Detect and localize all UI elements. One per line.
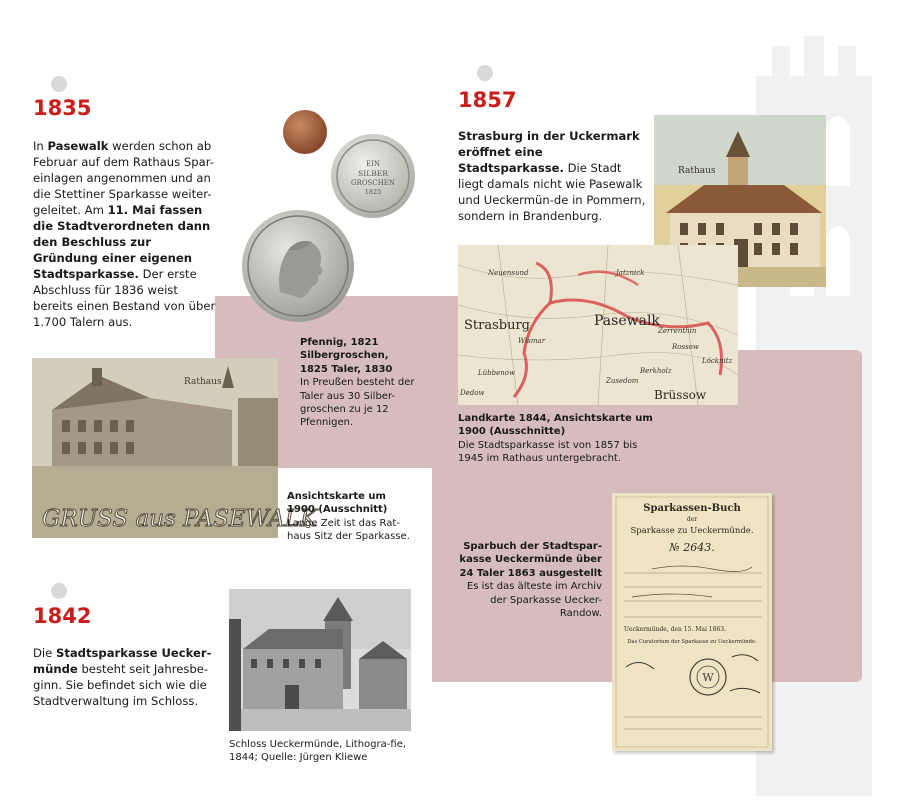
text-1835: In Pasewalk werden schon ab Februar auf dem Rathaus Spar-einlagen angenommen und an die Stettiner Sparkasse weiter-geleitet. Am 11. Mai fassen die Stadtverordneten dann den Beschluss zur Gründung einer eigenen Stadtsparkasse. Der erste Abschluss für 1836 weist bereits einen Bestand von über 1.700 Talern aus.	[33, 139, 216, 329]
caption-postcard-text: Lange Zeit ist das Rat-haus Sitz der Sparkasse.	[287, 517, 410, 543]
coin-taler	[242, 210, 354, 322]
book-seal: W	[702, 671, 714, 684]
map-place-zerrenthin: Zerrenthin	[658, 327, 697, 335]
coin-silbergroschen	[331, 134, 415, 218]
map-place-dedow: Dedow	[460, 389, 485, 397]
caption-book-text: Es ist das älteste im Archiv der Sparkasse Uecker-Randow.	[466, 581, 602, 620]
caption-coins-text: In Preußen besteht der Taler aus 30 Silber-groschen zu je 12 Pfennigen.	[300, 377, 415, 429]
coin-text-2: SILBER	[358, 169, 388, 178]
book-number: № 2643.	[669, 541, 715, 554]
timeline-dot-1835	[51, 76, 67, 92]
coin-pfennig	[283, 110, 327, 154]
map-place-jatznick: Jatznick	[616, 269, 645, 277]
map-drawing	[458, 245, 738, 405]
caption-map-text: Die Stadtsparkasse ist von 1857 bis 1945 im Rathaus untergebracht.	[458, 439, 638, 465]
book-issuer: Sparkasse zu Ueckermünde.	[630, 526, 754, 536]
text-1842: Die Stadtsparkasse Uecker-münde besteht seit Jahresbe-ginn. Sie befindet sich wie die Stadtverwaltung im Schloss.	[33, 646, 212, 708]
savings-book-1863	[612, 493, 772, 751]
map-place-bruessow: Brüssow	[654, 388, 707, 402]
year-1835: 1835	[33, 96, 92, 120]
map-place-zusedom: Zusedom	[606, 377, 639, 385]
postcard-drawing	[32, 358, 318, 538]
text-1857: Strasburg in der Uckermark eröffnet eine Stadtsparkasse. Die Stadt liegt damals nicht wie Pasewalk und Ueckermün-de in Pommern, sondern in Brandenburg.	[458, 129, 646, 223]
timeline-dot-1842	[51, 583, 67, 599]
caption-postcard	[287, 490, 417, 544]
map-place-pasewalk: Pasewalk	[594, 313, 660, 329]
caption-castle-text: Schloss Ueckermünde, Lithogra-fie, 1844; Quelle: Jürgen Kliewe	[229, 739, 406, 764]
map-place-luebbenow: Lübbenow	[478, 369, 515, 377]
castle-drawing	[229, 589, 411, 731]
caption-postcard-title: Ansichtskarte um 1900 (Ausschnitt)	[287, 491, 388, 516]
savings-book-drawing	[612, 493, 772, 751]
postcard-label: Rathaus	[184, 377, 222, 387]
map-place-rossow: Rossow	[672, 343, 699, 351]
postcard-pasewalk	[32, 358, 318, 538]
map-place-neuensund: Neuensund	[488, 269, 529, 277]
map-place-berkholz: Berkholz	[640, 367, 672, 375]
book-sub: der	[686, 516, 698, 523]
map-1844	[458, 245, 738, 405]
postcard-greeting: GRUSS aus PASEWALK	[42, 506, 318, 532]
coin-text-4: 1825	[364, 188, 382, 196]
book-board: Das Curatorium der Sparkasse zu Ueckermünde.	[627, 639, 757, 645]
caption-coins	[300, 336, 418, 430]
timeline-dot-1857	[477, 65, 493, 81]
castle-lithograph	[229, 589, 411, 731]
caption-coins-title: Pfennig, 1821 Silbergroschen, 1825 Taler, 1830	[300, 337, 393, 375]
year-1857: 1857	[458, 88, 517, 112]
coin-text-3: GROSCHEN	[350, 179, 396, 187]
caption-book	[458, 540, 602, 620]
map-place-loecknitz: Löcknitz	[702, 357, 733, 365]
caption-book-title: Sparbuch der Stadtspar-kasse Ueckermünde über 24 Taler 1863 ausgestellt	[459, 541, 602, 579]
coin-taler-portrait	[242, 210, 354, 322]
book-title: Sparkassen-Buch	[643, 503, 741, 514]
coin-silver-face	[331, 134, 415, 218]
book-date: Ueckermünde, den 15. Mai 1863.	[624, 626, 726, 633]
map-place-wismar: Wismar	[518, 337, 546, 345]
medallion-label: Rathaus	[678, 166, 716, 176]
year-1842: 1842	[33, 604, 92, 628]
caption-map-title: Landkarte 1844, Ansichtskarte um 1900 (Ausschnitte)	[458, 413, 653, 438]
map-place-strasburg: Strasburg	[464, 318, 530, 333]
coin-text-1: EIN	[366, 160, 380, 168]
caption-castle	[229, 738, 411, 765]
caption-map	[458, 412, 658, 466]
